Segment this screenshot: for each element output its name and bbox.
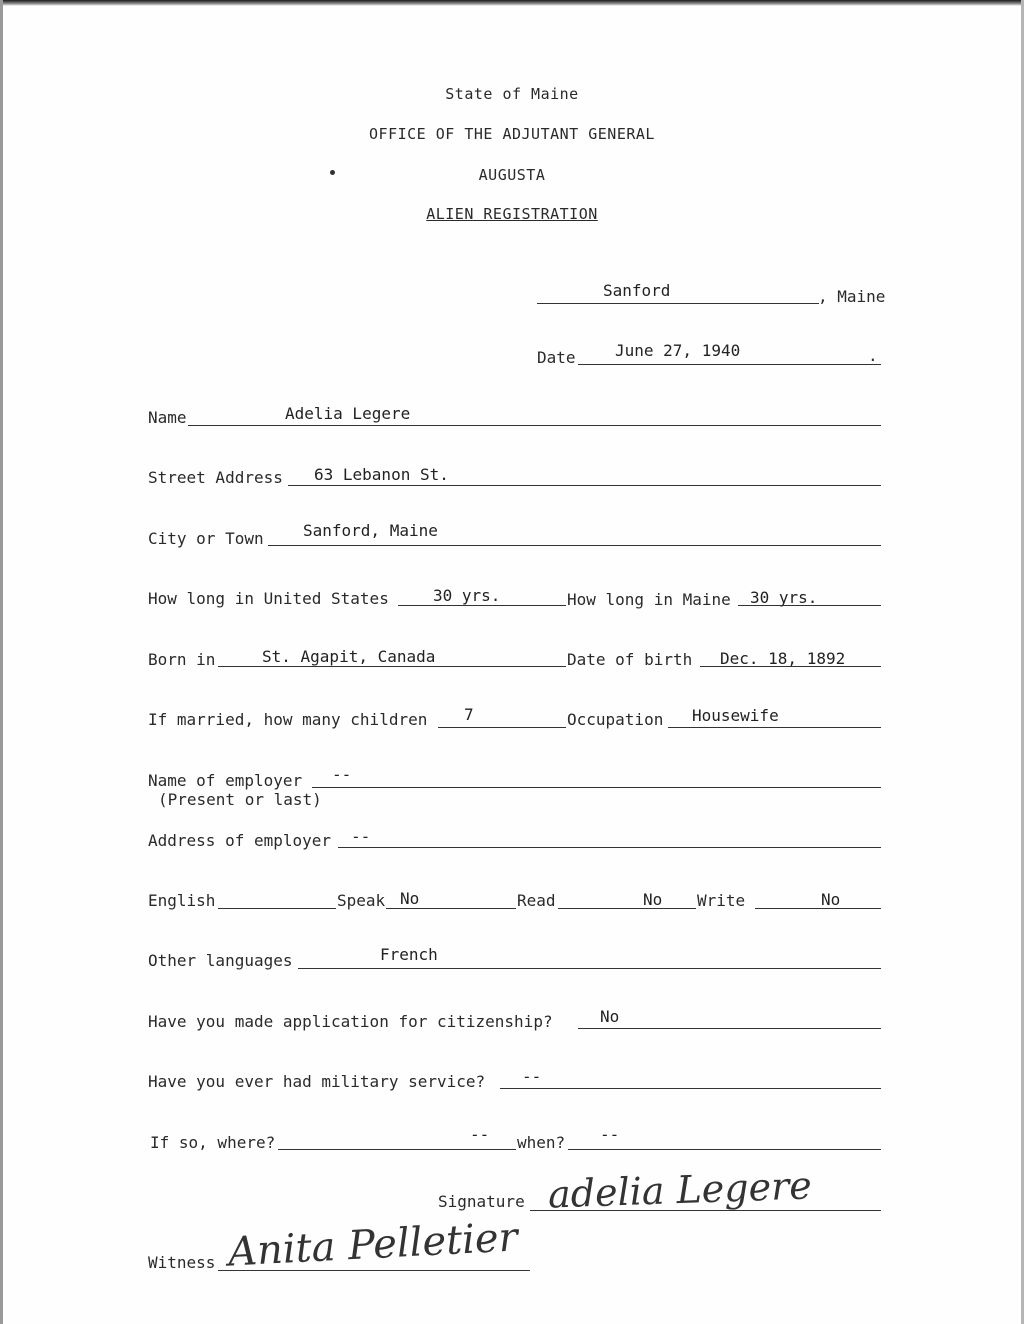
other-languages-label: Other languages [148, 951, 293, 970]
city-label: City or Town [148, 529, 264, 548]
employer-line [312, 787, 881, 788]
children-label: If married, how many children [148, 710, 428, 729]
location-line [537, 303, 819, 304]
born-in-label: Born in [148, 650, 216, 669]
header-state: State of Maine [445, 85, 579, 103]
write-label: Write [697, 891, 746, 910]
employer-address-label: Address of employer [148, 831, 332, 850]
employer-address-line [338, 847, 881, 848]
signature-label: Signature [438, 1192, 525, 1211]
occupation-label: Occupation [567, 710, 664, 729]
write-value: No [821, 890, 841, 909]
military-value: -- [522, 1067, 542, 1086]
write-line [755, 908, 881, 909]
children-line [438, 727, 566, 728]
birth-date-line [700, 666, 881, 667]
name-line [188, 425, 881, 426]
employer-address-value: -- [351, 827, 371, 846]
us-years-label: How long in United States [148, 589, 389, 608]
signature-line [530, 1210, 881, 1211]
other-languages-value: French [380, 945, 438, 964]
other-languages-line [298, 968, 881, 969]
citizenship-value: No [600, 1007, 620, 1026]
location-state: , Maine [818, 287, 886, 306]
scan-edge-left [0, 0, 3, 1324]
citizenship-label: Have you made application for citizenship? [148, 1012, 553, 1031]
witness-label: Witness [148, 1253, 216, 1272]
occupation-line [668, 727, 881, 728]
english-label: English [148, 891, 216, 910]
speak-line [386, 908, 516, 909]
name-value: Adelia Legere [285, 404, 411, 423]
read-label: Read [517, 891, 556, 910]
read-value: No [643, 890, 663, 909]
where-value: -- [470, 1125, 490, 1144]
maine-years-line [738, 605, 881, 606]
when-label: when? [517, 1133, 566, 1152]
employer-value: -- [332, 765, 352, 784]
witness-line [218, 1270, 530, 1271]
military-label: Have you ever had military service? [148, 1072, 486, 1091]
date-line [578, 364, 881, 365]
date-end-mark: . [868, 346, 878, 365]
maine-years-value: 30 yrs. [750, 588, 818, 607]
citizenship-line [578, 1028, 881, 1029]
when-line [568, 1149, 881, 1150]
city-value: Sanford, Maine [303, 521, 438, 540]
header-office: OFFICE OF THE ADJUTANT GENERAL [369, 125, 655, 143]
name-label: Name [148, 408, 187, 427]
street-value: 63 Lebanon St. [314, 465, 449, 484]
speak-value: No [400, 889, 420, 908]
birth-date-label: Date of birth [567, 650, 693, 669]
speak-label: Speak [337, 891, 386, 910]
where-line [278, 1149, 516, 1150]
born-in-line [218, 666, 566, 667]
occupation-value: Housewife [692, 706, 779, 725]
english-line [218, 908, 336, 909]
street-label: Street Address [148, 468, 283, 487]
employer-sublabel: (Present or last) [158, 790, 322, 809]
signature-handwriting: adelia Legere [547, 1163, 813, 1217]
city-line [268, 545, 881, 546]
us-years-line [398, 605, 566, 606]
scan-edge-top [0, 0, 1024, 6]
date-label: Date [537, 348, 576, 367]
born-in-value: St. Agapit, Canada [262, 647, 436, 666]
location-town: Sanford [603, 281, 671, 300]
header-city: AUGUSTA [478, 166, 546, 184]
maine-years-label: How long in Maine [567, 590, 731, 609]
when-value: -- [600, 1125, 620, 1144]
date-value: June 27, 1940 [615, 341, 741, 360]
children-value: 7 [464, 705, 474, 724]
form-title: ALIEN REGISTRATION [426, 205, 598, 223]
us-years-value: 30 yrs. [433, 586, 501, 605]
birth-date-value: Dec. 18, 1892 [720, 649, 846, 668]
read-line [558, 908, 696, 909]
witness-handwriting: Anita Pelletier [226, 1214, 519, 1276]
where-label: If so, where? [150, 1133, 276, 1152]
military-line [500, 1088, 881, 1089]
employer-label: Name of employer [148, 771, 303, 790]
street-line [288, 485, 881, 486]
